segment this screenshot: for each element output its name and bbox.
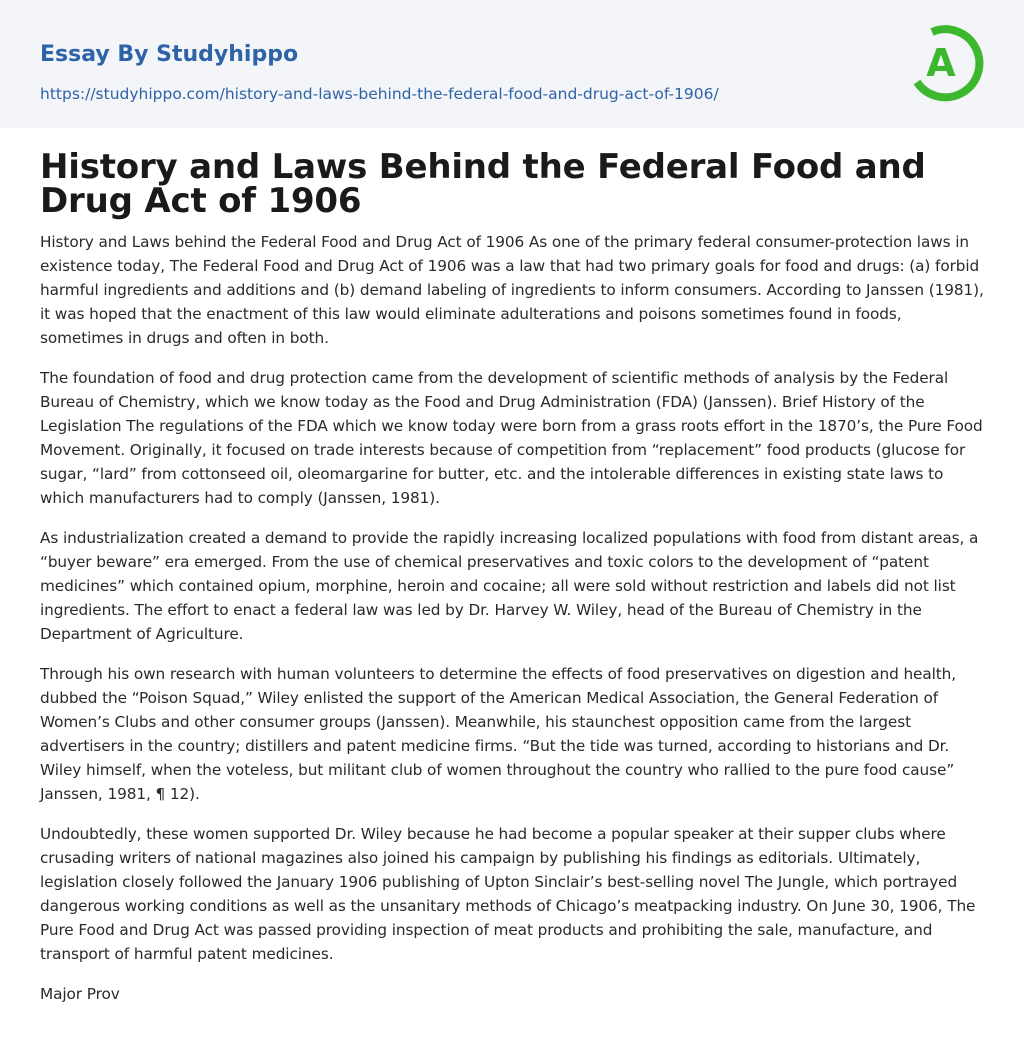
logo-letter: A (926, 41, 956, 85)
essay-title: History and Laws Behind the Federal Food and Drug Act of 1906 (40, 147, 926, 221)
essay-paragraph: Through his own research with human volunteers to determine the effects of food preservatives on digestion and health, dubbed the “Poison Squad,” Wiley enlisted the support of the American Medical Association, the General Federation of Women’s Clubs and other consumer groups (Janssen). Meanwhile, his staunchest opposition came from the largest advertisers in the country; distillers and patent medicine firms. “But the tide was turned, according to historians and Dr. Wiley himself, when the voteless, but militant club of women throughout the country who rallied to the pure food cause” Janssen, 1981, ¶ 12). (40, 665, 957, 803)
essay-paragraph: Undoubtedly, these women supported Dr. Wiley because he had become a popular speaker at their supper clubs where crusading writers of national magazines also joined his campaign by publishing his findings as editorials. Ultimately, legislation closely followed the January 1906 publishing of Upton Sinclair’s best-selling novel The Jungle, which portrayed dangerous working conditions as well as the unsanitary methods of Chicago’s meatpacking industry. On June 30, 1906, The Pure Food and Drug Act was passed providing inspection of meat products and prohibiting the sale, manufacture, and transport of harmful patent medicines. (40, 825, 976, 963)
essay-url-link[interactable]: https://studyhippo.com/history-and-laws-behind-the-federal-food-and-drug-act-of-1906/ (40, 85, 719, 103)
essay-paragraph: As industrialization created a demand to provide the rapidly increasing localized populations with food from distant areas, a “buyer beware” era emerged. From the use of chemical preservatives and toxic colors to the development of “patent medicines” which contained opium, morphine, heroin and cocaine; all were sold without restriction and labels did not list ingredients. The effort to enact a federal law was led by Dr. Harvey W. Wiley, head of the Bureau of Chemistry in the Department of Agriculture. (40, 529, 979, 643)
site-brand[interactable]: Essay By Studyhippo (40, 42, 299, 67)
essay-paragraph-truncated: Major Prov (40, 985, 120, 1003)
essay-article (0, 128, 1024, 1006)
site-header (0, 0, 1024, 128)
essay-paragraph: History and Laws behind the Federal Food and Drug Act of 1906 As one of the primary federal consumer-protection laws in existence today, The Federal Food and Drug Act of 1906 was a law that had two primary goals for food and drugs: (a) forbid harmful ingredients and additions and (b) demand labeling of ingredients to inform consumers. According to Janssen (1981), it was hoped that the enactment of this law would eliminate adulterations and poisons sometimes found in foods, sometimes in drugs and often in both. (40, 233, 984, 347)
studyhippo-logo-icon[interactable] (912, 20, 988, 104)
essay-paragraph: The foundation of food and drug protection came from the development of scientific methods of analysis by the Federal Bureau of Chemistry, which we know today as the Food and Drug Administration (FDA) (Janssen). Brief History of the Legislation The regulations of the FDA which we know today were born from a grass roots effort in the 1870’s, the Pure Food Movement. Originally, it focused on trade interests because of competition from “replacement” food products (glucose for sugar, “lard” from cottonseed oil, oleomargarine for butter, etc. and the intolerable differences in existing state laws to which manufacturers had to comply (Janssen, 1981). (40, 369, 983, 507)
